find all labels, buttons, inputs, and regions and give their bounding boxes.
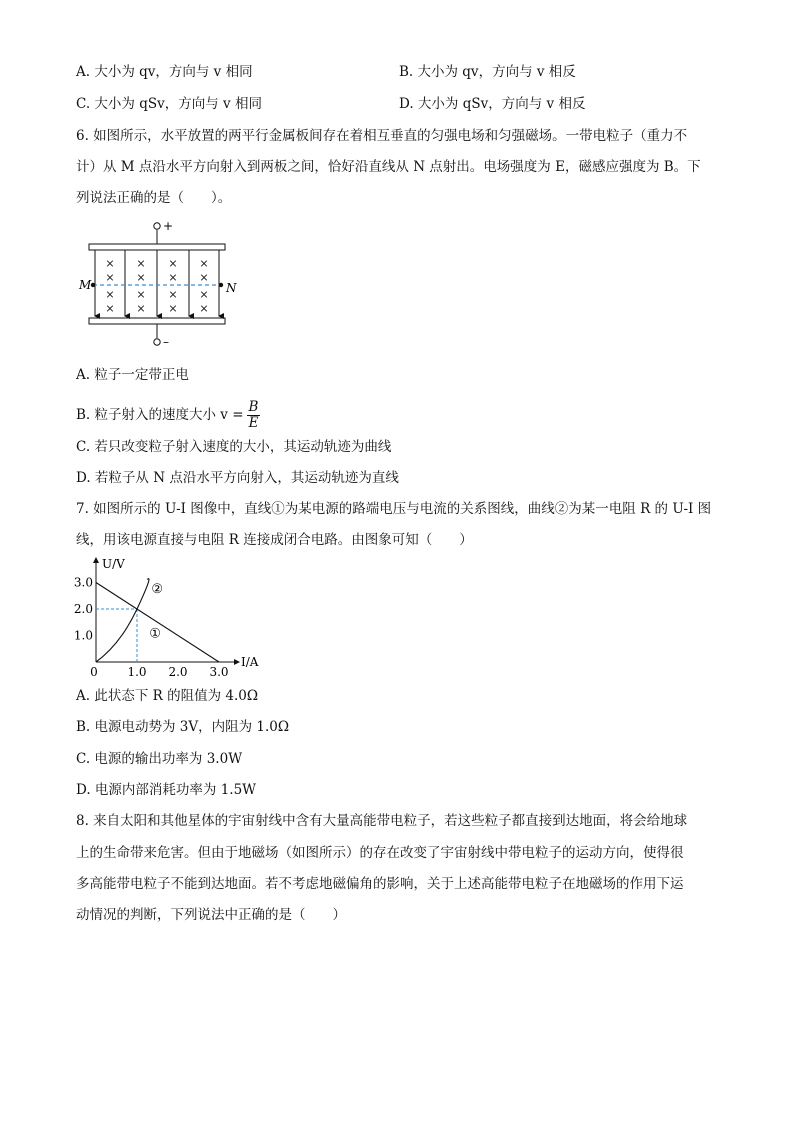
magnetic-field-cross: × [168, 288, 178, 301]
velocity-fraction [247, 400, 261, 431]
q6-option-b-text: B. 粒子射入的速度大小 v = [76, 407, 244, 423]
plus-sign: + [163, 219, 174, 233]
magnetic-field-cross: × [199, 271, 209, 284]
magnetic-field-cross: × [199, 288, 209, 301]
point-m-label: M [79, 278, 92, 292]
q6-option-d: D. 若粒子从 N 点沿水平方向射入，其运动轨迹为直线 [76, 470, 399, 486]
magnetic-field-cross: × [105, 288, 115, 301]
q8-stem-line-3: 多高能带电粒子不能到达地面。若不考虑地磁偏角的影响，关于上述高能带电粒子在地磁场的作用下运 [76, 876, 684, 892]
fraction-numerator: B [248, 399, 259, 415]
y-tick-label: 3.0 [73, 575, 93, 590]
q6-stem-line-3: 列说法正确的是（ ）。 [76, 190, 232, 206]
magnetic-field-cross: × [199, 257, 209, 270]
q5-option-c: C. 大小为 qSv，方向与 v 相同 [76, 96, 262, 112]
x-tick-label: 2.0 [168, 665, 188, 679]
series-2-label: ② [151, 582, 164, 598]
x-tick-label: 0 [90, 665, 98, 679]
series-2-curve [96, 579, 149, 662]
q7-option-c: C. 电源的输出功率为 3.0W [76, 751, 243, 767]
magnetic-field-cross: × [168, 271, 178, 284]
q6-option-c: C. 若只改变粒子射入速度的大小，其运动轨迹为曲线 [76, 439, 392, 455]
magnetic-field-cross: × [105, 271, 115, 284]
magnetic-field-cross: × [105, 302, 115, 315]
x-tick-label: 3.0 [209, 665, 229, 679]
q7-option-b: B. 电源电动势为 3V，内阻为 1.0Ω [76, 719, 290, 735]
magnetic-field-cross: × [136, 271, 146, 284]
q6-stem-line-2: 计）从 M 点沿水平方向射入到两板之间，恰好沿直线从 N 点射出。电场强度为 E，磁感应强度为 B。下 [76, 159, 701, 175]
magnetic-field-cross: × [136, 288, 146, 301]
x-tick-label: 1.0 [127, 665, 147, 679]
q7-option-a: A. 此状态下 R 的阻值为 4.0Ω [76, 688, 259, 704]
x-axis-label: I/A [241, 655, 259, 669]
q8-stem-line-4: 动情况的判断，下列说法中正确的是（ ） [76, 907, 346, 923]
q5-option-d: D. 大小为 qSv，方向与 v 相反 [399, 96, 586, 112]
q6-option-b [76, 398, 260, 432]
point-n-label: N [226, 281, 237, 295]
q6-option-a: A. 粒子一定带正电 [76, 367, 189, 383]
q7-stem-line-1: 7. 如图所示的 U-I 图像中，直线①为某电源的路端电压与电流的关系图线，曲线②为某一电阻 R 的 U-I 图 [76, 501, 712, 517]
q8-stem-line-1: 8. 来自太阳和其他星体的宇宙射线中含有大量高能带电粒子，若这些粒子都直接到达地面，将会给地球 [76, 813, 688, 829]
y-tick-label: 2.0 [73, 602, 93, 616]
magnetic-field-cross: × [168, 302, 178, 315]
fraction-denominator: E [248, 415, 259, 431]
magnetic-field-cross: × [105, 257, 115, 270]
q6-figure-plates [74, 216, 237, 350]
y-axis-arrow [93, 557, 99, 563]
y-axis-label: U/V [102, 557, 125, 571]
y-tick-label: 1.0 [73, 628, 93, 643]
magnetic-field-cross: × [136, 257, 146, 270]
magnetic-field-cross: × [136, 302, 146, 315]
q5-option-b: B. 大小为 qv，方向与 v 相反 [399, 64, 576, 80]
q7-stem-line-2: 线，用该电源直接与电阻 R 连接成闭合电路。由图象可知（ ） [76, 532, 473, 548]
q8-stem-line-2: 上的生命带来危害。但由于地磁场（如图所示）的存在改变了宇宙射线中带电粒子的运动方向，使得很 [76, 845, 684, 861]
minus-sign: – [163, 335, 169, 349]
magnetic-field-cross: × [199, 302, 209, 315]
q7-ui-graph [74, 556, 274, 678]
q6-stem-line-1: 6. 如图所示，水平放置的两平行金属板间存在着相互垂直的匀强电场和匀强磁场。一带电粒子（重力不 [76, 128, 688, 144]
series-1-label: ① [149, 626, 161, 642]
x-axis-arrow [234, 659, 240, 665]
q5-option-a: A. 大小为 qv，方向与 v 相同 [76, 64, 253, 80]
magnetic-field-cross: × [168, 257, 178, 270]
q7-option-d: D. 电源内部消耗功率为 1.5W [76, 782, 257, 798]
